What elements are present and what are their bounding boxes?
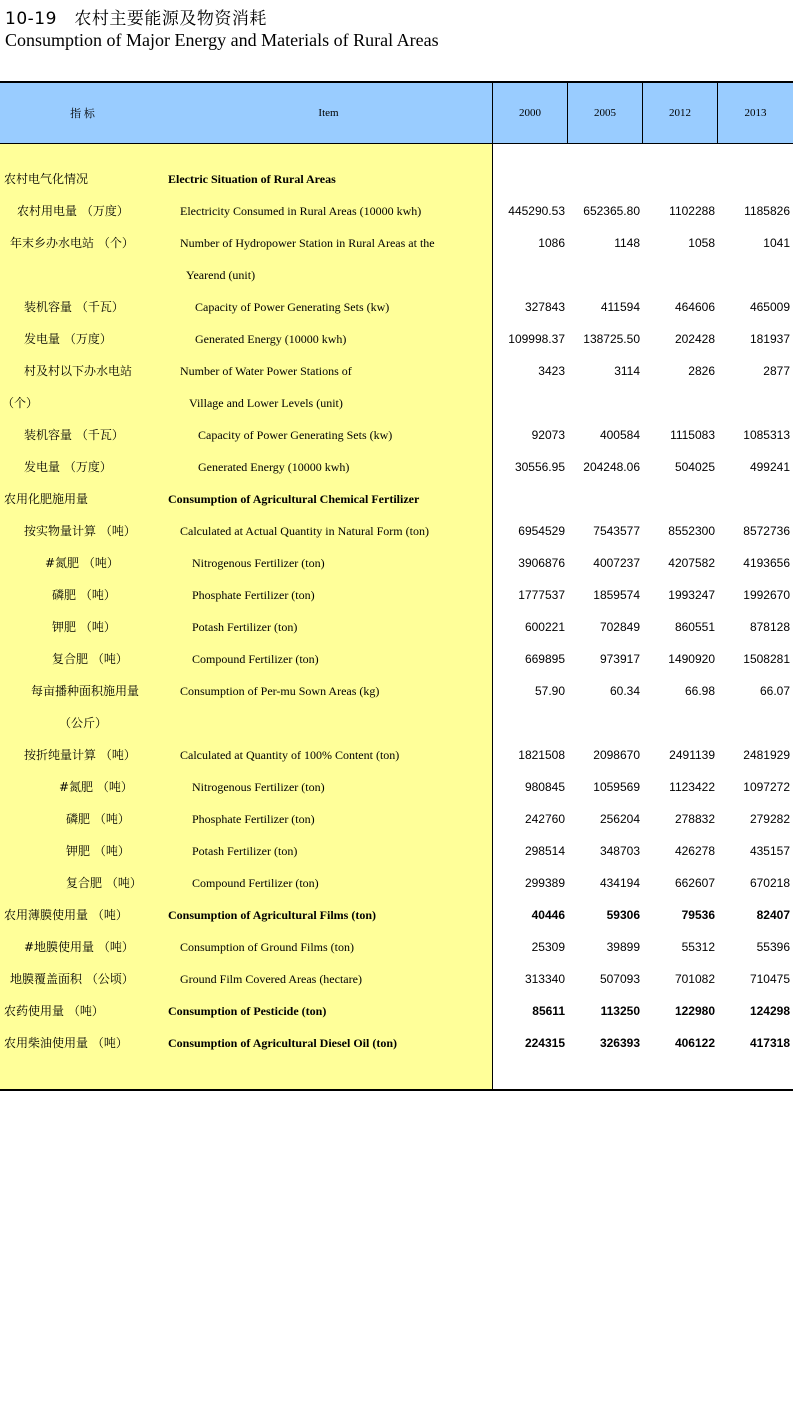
row-label-cn: 村及村以下办水电站 [24, 364, 133, 378]
row-label-cn: #氮肥 （吨） [59, 780, 133, 794]
row-label-cn: 年末乡办水电站 （个） [10, 236, 134, 250]
row-label-cn: 磷肥 （吨） [52, 588, 116, 602]
table-row [0, 995, 793, 1027]
row-label-en: Generated Energy (10000 kwh) [198, 460, 350, 474]
row-label-en: Phosphate Fertilizer (ton) [192, 812, 315, 826]
value-2005: 7543577 [593, 524, 640, 538]
row-label-en: Phosphate Fertilizer (ton) [192, 588, 315, 602]
row-label-cn: #地膜使用量 （吨） [24, 940, 134, 954]
table-title-cn: 10-19 农村主要能源及物资消耗 [5, 9, 267, 29]
row-label-cn: 按折纯量计算 （吨） [24, 748, 136, 762]
row-label-cn: 农药使用量 （吨） [4, 1004, 104, 1018]
value-2013: 2877 [763, 364, 790, 378]
value-2005: 1059569 [593, 780, 640, 794]
value-2000: 25309 [531, 940, 565, 954]
value-2000: 57.90 [534, 684, 565, 698]
value-2005: 60.34 [609, 684, 640, 698]
value-2013: 4193656 [743, 556, 790, 570]
table-row [0, 675, 793, 707]
value-2012: 504025 [674, 460, 715, 474]
value-2000: 109998.37 [508, 332, 565, 346]
value-2012: 1123422 [669, 780, 715, 794]
value-2012: 1102288 [669, 204, 715, 218]
value-2000: 1821508 [518, 748, 565, 762]
table-row [0, 579, 793, 611]
table-row [0, 707, 793, 739]
row-label-cn: 复合肥 （吨） [52, 652, 128, 666]
value-2005: 411594 [600, 300, 640, 314]
row-label-en: Consumption of Pesticide (ton) [168, 1004, 327, 1018]
value-2012: 2826 [688, 364, 715, 378]
value-2000: 1086 [538, 236, 565, 250]
table-body [0, 163, 793, 1059]
value-2000: 85611 [532, 1004, 565, 1018]
row-label-cn: 农村电气化情况 [4, 172, 89, 186]
row-label-cn: 发电量 （万度） [24, 460, 112, 474]
table-row [0, 419, 793, 451]
value-2005: 39899 [606, 940, 640, 954]
table-row [0, 163, 793, 195]
value-2013: 124298 [749, 1004, 790, 1018]
value-2012: 1993247 [668, 588, 715, 602]
row-label-cn: 钾肥 （吨） [66, 844, 130, 858]
table-row [0, 931, 793, 963]
value-2013: 55396 [756, 940, 790, 954]
table-row [0, 387, 793, 419]
value-2012: 426278 [674, 844, 715, 858]
value-2013: 66.07 [759, 684, 790, 698]
value-2005: 348703 [599, 844, 640, 858]
value-2005: 400584 [599, 428, 640, 442]
row-label-en: Consumption of Agricultural Diesel Oil (ton) [168, 1036, 398, 1050]
value-2013: 181937 [749, 332, 790, 346]
value-2005: 138725.50 [583, 332, 640, 346]
row-label-en: Calculated at Actual Quantity in Natural Form (ton) [180, 524, 429, 538]
value-2000: 6954529 [518, 524, 565, 538]
value-2012: 66.98 [684, 684, 715, 698]
row-label-en: Electricity Consumed in Rural Areas (10000 kwh) [180, 204, 422, 218]
row-label-cn: 磷肥 （吨） [66, 812, 130, 826]
row-label-en: Potash Fertilizer (ton) [192, 620, 298, 634]
value-2012: 2491139 [669, 748, 715, 762]
table-row [0, 291, 793, 323]
value-2000: 445290.53 [508, 204, 565, 218]
row-label-cn: 发电量 （万度） [24, 332, 112, 346]
value-2000: 30556.95 [514, 460, 565, 474]
row-label-en: Number of Hydropower Station in Rural Areas at the [180, 236, 435, 250]
table-row [0, 547, 793, 579]
row-label-en: Number of Water Power Stations of [180, 364, 352, 378]
table-row [0, 227, 793, 259]
value-2012: 202428 [674, 332, 715, 346]
value-2012: 860551 [674, 620, 715, 634]
table-row [0, 451, 793, 483]
value-2012: 55312 [681, 940, 715, 954]
value-2005: 4007237 [593, 556, 640, 570]
table-title-en: Consumption of Major Energy and Materials of Rural Areas [5, 30, 439, 50]
value-2005: 326393 [599, 1036, 640, 1050]
value-2005: 434194 [599, 876, 640, 890]
row-label-cn: 每亩播种面积施用量 [31, 684, 140, 698]
header-indicator: 指 标 [70, 108, 95, 120]
table-row [0, 739, 793, 771]
table-row [0, 803, 793, 835]
table-row [0, 835, 793, 867]
row-label-cn: 农用柴油使用量 （吨） [4, 1036, 128, 1050]
row-label-en: Nitrogenous Fertilizer (ton) [192, 556, 325, 570]
table-row [0, 963, 793, 995]
row-label-en: Capacity of Power Generating Sets (kw) [195, 300, 390, 314]
table-row [0, 867, 793, 899]
value-2012: 406122 [674, 1036, 715, 1050]
row-label-en: Compound Fertilizer (ton) [192, 652, 319, 666]
value-2013: 417318 [749, 1036, 790, 1050]
header-year-2012: 2012 [669, 107, 691, 119]
value-2000: 40446 [531, 908, 565, 922]
value-2000: 600221 [524, 620, 565, 634]
table-row [0, 643, 793, 675]
value-2013: 1992670 [743, 588, 790, 602]
value-2000: 1777537 [518, 588, 565, 602]
row-label-en: Consumption of Agricultural Chemical Fertilizer [168, 492, 420, 506]
value-2013: 8572736 [743, 524, 790, 538]
table-row [0, 483, 793, 515]
row-label-cn: #氮肥 （吨） [45, 556, 119, 570]
table-row [0, 259, 793, 291]
value-2005: 3114 [614, 364, 640, 378]
row-label-cn: 装机容量 （千瓦） [24, 428, 124, 442]
row-label-en: Consumption of Ground Films (ton) [180, 940, 355, 954]
value-2013: 1097272 [743, 780, 790, 794]
value-2013: 2481929 [743, 748, 790, 762]
table-row [0, 899, 793, 931]
value-2000: 669895 [524, 652, 565, 666]
table-row [0, 771, 793, 803]
row-label-en: Calculated at Quantity of 100% Content (ton) [180, 748, 400, 762]
value-2012: 4207582 [668, 556, 715, 570]
row-label-cn: 按实物量计算 （吨） [24, 524, 136, 538]
row-label-en: Compound Fertilizer (ton) [192, 876, 319, 890]
row-label-en: Yearend (unit) [186, 268, 256, 282]
row-label-en: Capacity of Power Generating Sets (kw) [198, 428, 393, 442]
row-label-cn: 农村用电量 （万度） [17, 204, 129, 218]
value-2012: 1115083 [670, 428, 715, 442]
value-2000: 92073 [531, 428, 565, 442]
row-label-en: Nitrogenous Fertilizer (ton) [192, 780, 325, 794]
row-label-cn: 农用化肥施用量 [4, 492, 89, 506]
value-2013: 82407 [756, 908, 790, 922]
value-2000: 327843 [524, 300, 565, 314]
header-year-2000: 2000 [519, 107, 541, 119]
value-2012: 1490920 [668, 652, 715, 666]
value-2005: 973917 [599, 652, 640, 666]
value-2012: 79536 [681, 908, 715, 922]
row-label-cn: （公斤） [59, 716, 108, 730]
table-row [0, 611, 793, 643]
value-2000: 299389 [524, 876, 565, 890]
value-2012: 1058 [688, 236, 715, 250]
row-label-en: Consumption of Agricultural Films (ton) [168, 908, 377, 922]
value-2000: 224315 [524, 1036, 565, 1050]
value-2005: 1148 [614, 236, 640, 250]
row-label-en: Electric Situation of Rural Areas [168, 172, 336, 186]
table-row [0, 195, 793, 227]
value-2000: 298514 [524, 844, 565, 858]
value-2013: 1508281 [743, 652, 790, 666]
row-label-cn: （个） [2, 396, 39, 410]
table-row [0, 1027, 793, 1059]
value-2012: 464606 [674, 300, 715, 314]
value-2000: 3423 [538, 364, 565, 378]
header-year-2005: 2005 [594, 107, 616, 119]
bottom-rule [0, 1089, 793, 1091]
value-2005: 702849 [599, 620, 640, 634]
value-2013: 878128 [749, 620, 790, 634]
row-label-cn: 钾肥 （吨） [52, 620, 116, 634]
value-2012: 122980 [674, 1004, 715, 1018]
value-2012: 701082 [674, 972, 715, 986]
value-2013: 499241 [749, 460, 790, 474]
value-2000: 242760 [524, 812, 565, 826]
value-2005: 652365.80 [583, 204, 640, 218]
value-2005: 204248.06 [583, 460, 640, 474]
table-header [0, 83, 793, 144]
table-row [0, 355, 793, 387]
value-2013: 279282 [749, 812, 790, 826]
value-2013: 1085313 [743, 428, 790, 442]
value-2005: 113250 [600, 1004, 640, 1018]
table-row [0, 323, 793, 355]
value-2000: 3906876 [518, 556, 565, 570]
row-label-cn: 地膜覆盖面积 （公顷） [10, 972, 134, 986]
value-2013: 435157 [749, 844, 790, 858]
value-2005: 2098670 [593, 748, 640, 762]
value-2005: 1859574 [593, 588, 640, 602]
value-2012: 662607 [674, 876, 715, 890]
header-year-2013: 2013 [744, 107, 767, 119]
header-item: Item [318, 107, 339, 119]
row-label-en: Potash Fertilizer (ton) [192, 844, 298, 858]
value-2005: 256204 [599, 812, 640, 826]
value-2000: 980845 [524, 780, 565, 794]
value-2013: 1185826 [744, 204, 790, 218]
value-2012: 278832 [674, 812, 715, 826]
row-label-en: Consumption of Per-mu Sown Areas (kg) [180, 684, 380, 698]
row-label-en: Ground Film Covered Areas (hectare) [180, 972, 362, 986]
row-label-cn: 复合肥 （吨） [66, 876, 142, 890]
value-2013: 710475 [749, 972, 790, 986]
row-label-en: Generated Energy (10000 kwh) [195, 332, 347, 346]
value-2005: 59306 [606, 908, 640, 922]
row-label-cn: 农用薄膜使用量 （吨） [4, 908, 128, 922]
value-2013: 670218 [749, 876, 790, 890]
value-2012: 8552300 [668, 524, 715, 538]
table-row [0, 515, 793, 547]
value-2013: 465009 [749, 300, 790, 314]
value-2000: 313340 [524, 972, 565, 986]
value-2005: 507093 [599, 972, 640, 986]
value-2013: 1041 [763, 236, 790, 250]
row-label-en: Village and Lower Levels (unit) [189, 396, 343, 410]
row-label-cn: 装机容量 （千瓦） [24, 300, 124, 314]
